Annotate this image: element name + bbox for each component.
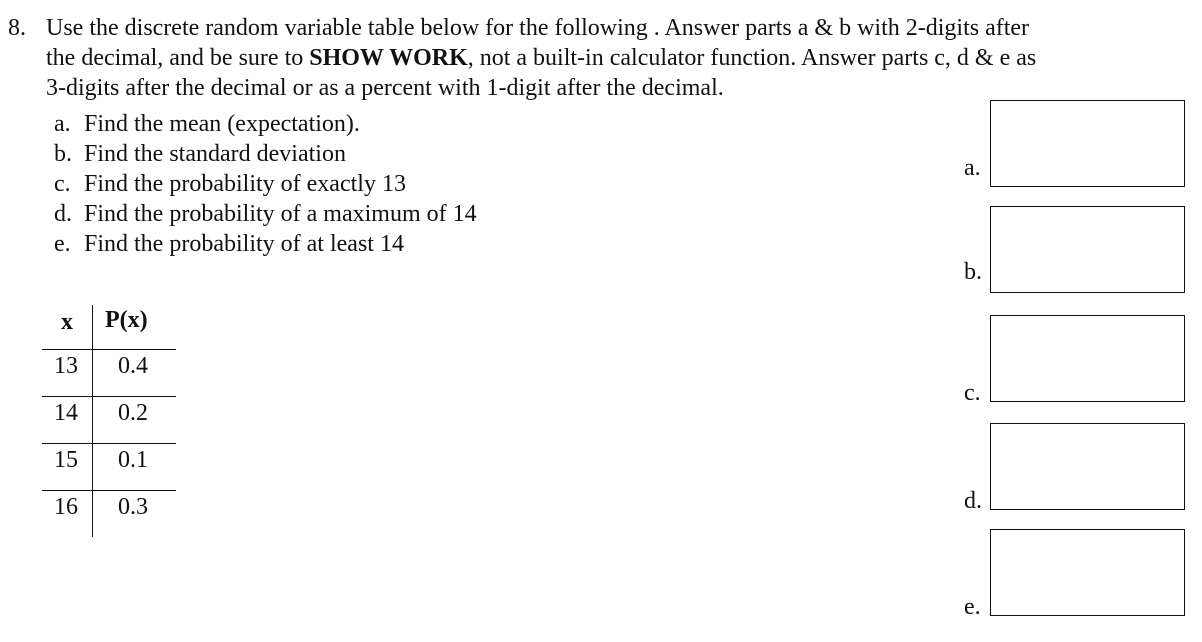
part-d [54, 199, 477, 229]
table-row-divider [42, 349, 176, 350]
answer-box-e[interactable] [990, 529, 1185, 616]
show-work-emphasis: SHOW WORK [309, 45, 468, 71]
part-text: Find the standard deviation [84, 141, 346, 167]
instructions-line-1: Use the discrete random variable table below for the following . Answer parts a & b with 2-digits after [46, 15, 1030, 41]
table-cell-x: 13 [54, 353, 78, 379]
table-header-x: x [61, 309, 73, 335]
answer-label-b: b. [964, 259, 982, 285]
answer-label-d: d. [964, 488, 982, 514]
table-header-px: P(x) [105, 307, 148, 333]
answer-box-b[interactable] [990, 206, 1185, 293]
question-number: 8. [8, 15, 26, 41]
answer-label-c: c. [964, 380, 981, 406]
table-cell-p: 0.2 [118, 400, 148, 426]
answer-label-e: e. [964, 594, 981, 620]
instructions-line-2 [46, 43, 1036, 73]
part-label: c. [54, 171, 71, 197]
table-row-divider [42, 443, 176, 444]
table-cell-p: 0.4 [118, 353, 148, 379]
instructions-line-3: 3-digits after the decimal or as a percent with 1-digit after the decimal. [46, 75, 724, 101]
part-text: Find the probability of exactly 13 [84, 171, 406, 197]
table-cell-p: 0.3 [118, 494, 148, 520]
part-text: Find the probability of a maximum of 14 [84, 201, 477, 227]
part-label: b. [54, 141, 72, 167]
answer-box-a[interactable] [990, 100, 1185, 187]
part-label: d. [54, 201, 72, 227]
part-c [54, 169, 477, 199]
instructions-line-2-start: the decimal, and be sure to [46, 45, 310, 71]
table-cell-x: 16 [54, 494, 78, 520]
part-text: Find the probability of at least 14 [84, 231, 404, 257]
table-cell-x: 14 [54, 400, 78, 426]
part-label: a. [54, 111, 71, 137]
instructions-line-2-end: , not a built-in calculator function. Answer parts c, d & e as [467, 45, 1037, 71]
part-b [54, 139, 477, 169]
answer-box-c[interactable] [990, 315, 1185, 402]
parts-list [54, 109, 477, 259]
answer-box-d[interactable] [990, 423, 1185, 510]
part-e [54, 229, 477, 259]
part-a [54, 109, 477, 139]
part-text: Find the mean (expectation). [84, 111, 360, 137]
table-cell-x: 15 [54, 447, 78, 473]
answer-label-a: a. [964, 155, 981, 181]
table-row-divider [42, 490, 176, 491]
table-row-divider [42, 396, 176, 397]
part-label: e. [54, 231, 71, 257]
table-cell-p: 0.1 [118, 447, 148, 473]
